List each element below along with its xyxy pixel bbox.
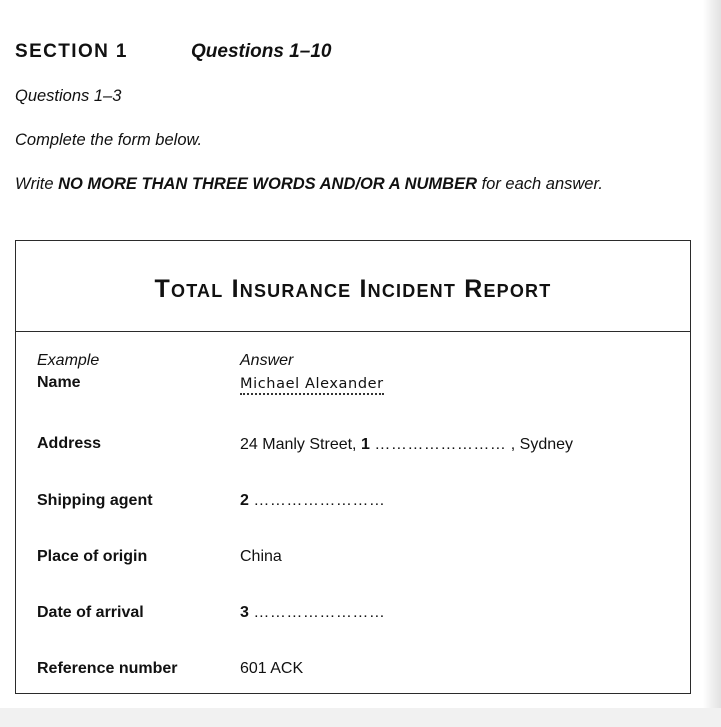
answer-column-label: Answer [240,352,294,369]
question-1-number: 1 [360,436,370,453]
complete-form-instruction: Complete the form below. [15,131,203,149]
questions-subset-heading: Questions 1–3 [15,87,122,105]
section-label: SECTION 1 [15,41,128,62]
name-label: Name [37,374,81,391]
date-of-arrival-value [240,604,385,622]
address-value [240,436,573,454]
word-limit-instruction [15,175,603,194]
shipping-agent-label: Shipping agent [37,492,153,509]
section-question-range: Questions 1–10 [191,41,332,62]
example-column-label: Example [37,352,100,369]
question-2-number: 2 [240,492,249,509]
word-limit-suffix: for each answer. [477,175,603,193]
reference-number-label: Reference number [37,660,178,677]
word-limit-prefix: Write [15,175,59,193]
page-bottom-strip [0,708,721,727]
incident-report-form [15,240,691,694]
question-3-blank[interactable]: …………………… [253,604,386,621]
place-of-origin-value: China [240,548,282,565]
page-edge-shadow [703,0,721,727]
question-1-blank[interactable]: …………………… [374,436,507,453]
reference-number-value: 601 ACK [240,660,304,677]
name-example-answer: Michael Alexander [240,376,384,395]
question-2-blank[interactable]: …………………… [253,492,386,509]
address-city: , Sydney [506,436,574,453]
address-label: Address [37,435,102,452]
place-of-origin-label: Place of origin [37,548,148,565]
word-limit-rule: NO MORE THAN THREE WORDS AND/OR A NUMBER [58,175,477,193]
shipping-agent-value [240,492,385,510]
date-of-arrival-label: Date of arrival [37,604,144,621]
form-title: Total Insurance Incident Report [16,241,690,332]
address-street: 24 Manly Street, [240,436,361,453]
question-3-number: 3 [240,604,249,621]
